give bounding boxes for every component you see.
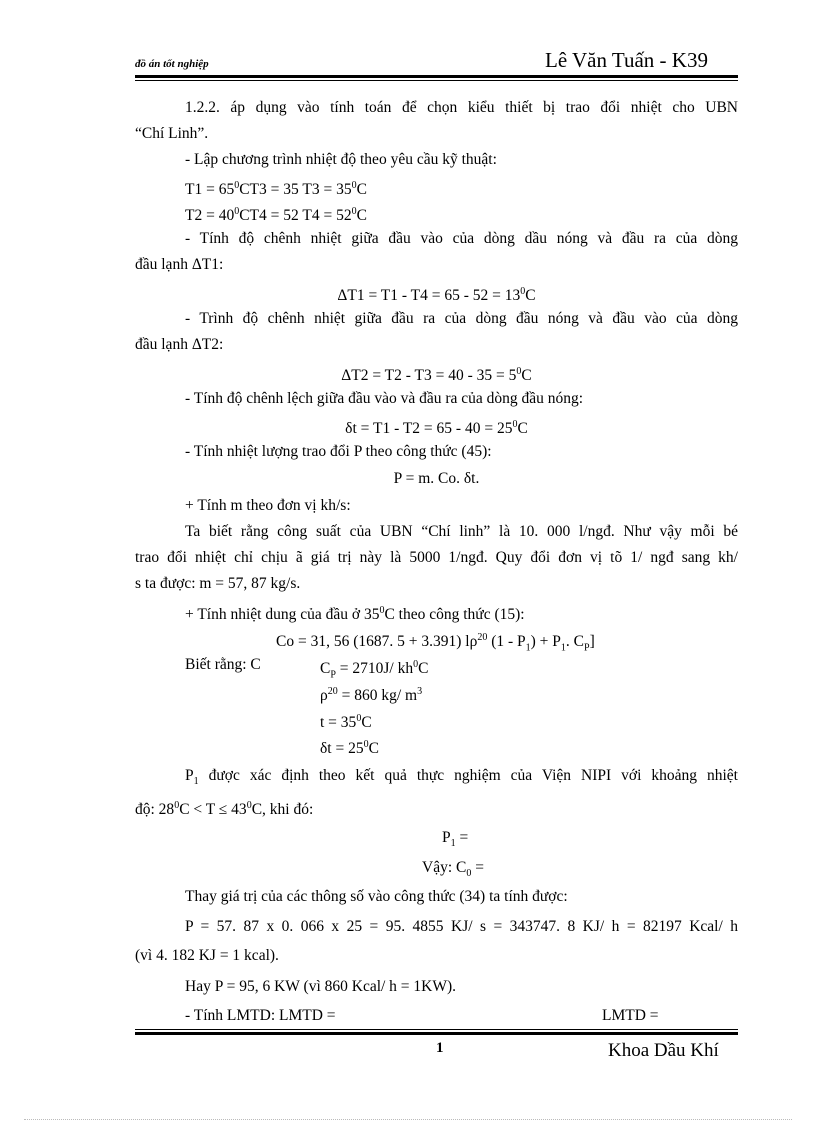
text: = 860 kg/ m	[337, 687, 418, 705]
paragraph-line: + Tính m theo đơn vị kh/s:	[185, 497, 351, 514]
text: Co = 31, 56 (1687. 5 + 3.391) lρ	[276, 633, 478, 651]
text: CT4 = 52 T4 = 52	[239, 207, 352, 225]
superscript: 0	[246, 800, 252, 811]
equation: LMTD =	[602, 1007, 659, 1024]
text: (1 - P	[487, 633, 526, 651]
footer-rule-thin	[135, 1029, 738, 1030]
subscript: P	[584, 642, 590, 654]
paragraph-line: - Tính nhiệt lượng trao đổi P theo công thức (45):	[185, 443, 492, 460]
paragraph-line: - Lập chương trình nhiệt độ theo yêu cầu kỹ thuật:	[185, 151, 497, 168]
paragraph-line	[185, 763, 738, 795]
text: C, khi đó:	[251, 801, 314, 819]
superscript: 0	[234, 180, 240, 191]
paragraph-line: - Trình độ chênh nhiệt giữa đầu ra của dòng đầu nóng và đầu vào của dòng	[185, 310, 738, 327]
page-number: 1	[436, 1040, 444, 1056]
text: C < T ≤ 43	[179, 801, 247, 819]
text: P	[185, 767, 194, 784]
text: C	[320, 660, 331, 678]
paragraph-line: s ta được: m = 57, 87 kg/s.	[135, 575, 301, 592]
superscript: 0	[379, 605, 385, 616]
paragraph-line: Biết rằng: C	[185, 656, 261, 673]
paragraph-line: đầu lạnh ΔT2:	[135, 336, 224, 353]
equation: P = m. Co. δt.	[393, 470, 480, 487]
paragraph-line	[135, 793, 313, 823]
text: T1 = 65	[185, 181, 235, 199]
text: C	[418, 660, 429, 678]
equation	[135, 359, 738, 389]
text: δt = 25	[320, 740, 364, 758]
paragraph-line: - Tính độ chênh lệch giữa đầu vào và đầu ra của dòng đầu nóng:	[185, 390, 584, 407]
text: C	[525, 287, 536, 305]
subscript: 1	[525, 642, 531, 654]
text: ΔT1 = T1 - T4 = 65 - 52 = 13	[337, 287, 521, 305]
text: C theo công thức (15):	[384, 606, 525, 624]
footer-rule-thick	[135, 1032, 738, 1035]
superscript: 0	[174, 800, 180, 811]
text: P	[442, 829, 451, 846]
text: ]	[589, 633, 595, 651]
paragraph-line: 1.2.2. áp dụng vào tính toán để chọn kiểu thiết bị trao đổi nhiệt cho UBN	[185, 99, 738, 116]
equation	[320, 679, 422, 709]
text: t = 35	[320, 714, 357, 732]
subscript: 1	[450, 838, 456, 850]
text: = 2710J/ kh	[335, 660, 414, 678]
text: ΔT2 = T2 - T3 = 40 - 35 = 5	[341, 367, 517, 385]
text: =	[455, 829, 469, 846]
superscript: 3	[417, 686, 423, 697]
header-author: Lê Văn Tuấn - K39	[545, 48, 708, 72]
equation	[135, 279, 738, 309]
header-rule-thin	[135, 80, 738, 81]
superscript: 20	[477, 632, 488, 643]
superscript: 0	[363, 739, 369, 750]
paragraph-line: - Tính độ chênh nhiệt giữa đầu vào của dòng dầu nóng và đầu ra của dòng	[185, 230, 738, 247]
subscript: 0	[466, 868, 472, 880]
text: C	[521, 367, 532, 385]
paragraph-line: Thay giá trị của các thông số vào công thức (34) ta tính được:	[185, 888, 568, 905]
paragraph-line: Ta biết rằng công suất của UBN “Chí linh” là 10. 000 l/ngđ. Như vậy mỗi bé	[185, 523, 738, 540]
text: C	[368, 740, 379, 758]
subscript: 1	[560, 642, 566, 654]
text: =	[471, 859, 484, 876]
text: C	[356, 181, 367, 199]
header-left: đồ án tốt nghiệp	[135, 58, 209, 70]
text: được xác định theo kết quả thực nghiệm của Viện NIPI với khoảng nhiệt	[198, 767, 738, 784]
text: + Tính nhiệt dung của đầu ở 35	[185, 606, 380, 624]
subscript: P	[330, 669, 336, 681]
page-edge-divider	[24, 1119, 792, 1120]
text: CT3 = 35 T3 = 35	[239, 181, 352, 199]
superscript: 0	[351, 206, 357, 217]
superscript: 0	[351, 180, 357, 191]
superscript: 20	[327, 686, 338, 697]
superscript: 0	[413, 659, 419, 670]
text: C	[356, 207, 367, 225]
equation	[135, 412, 738, 442]
text: . C	[565, 633, 585, 651]
text: δt = T1 - T2 = 65 - 40 = 25	[345, 420, 513, 438]
superscript: 0	[512, 419, 518, 430]
equation	[442, 825, 468, 857]
text: C	[361, 714, 372, 732]
text: độ: 28	[135, 801, 175, 819]
paragraph-line: trao đổi nhiệt chỉ chịu ã giá trị này là 5000 1/ngđ. Quy đổi đơn vị tõ 1/ ngđ sang kh/	[135, 549, 738, 566]
text: T2 = 40	[185, 207, 235, 225]
text: Vậy: C	[422, 859, 467, 876]
header-rule-thick	[135, 75, 738, 78]
superscript: 0	[356, 713, 362, 724]
text: ) + P	[530, 633, 561, 651]
equation	[422, 855, 484, 887]
paragraph-line: đầu lạnh ΔT1:	[135, 256, 224, 273]
paragraph-line	[185, 199, 367, 229]
equation	[320, 732, 379, 762]
superscript: 0	[234, 206, 240, 217]
paragraph-line: - Tính LMTD: LMTD =	[185, 1007, 336, 1024]
subscript: 1	[193, 776, 199, 788]
paragraph-line: (vì 4. 182 KJ = 1 kcal).	[135, 947, 279, 964]
text: ρ	[320, 687, 328, 705]
paragraph-line: Hay P = 95, 6 KW (vì 860 Kcal/ h = 1KW).	[185, 978, 457, 995]
paragraph-line	[185, 598, 525, 628]
text: C	[517, 420, 528, 438]
footer-department: Khoa Dầu Khí	[608, 1040, 719, 1061]
superscript: 0	[520, 286, 526, 297]
paragraph-line: P = 57. 87 x 0. 066 x 25 = 95. 4855 KJ/ s = 343747. 8 KJ/ h = 82197 Kcal/ h	[185, 918, 738, 935]
superscript: 0	[516, 366, 522, 377]
paragraph-line: “Chí Linh”.	[135, 125, 209, 142]
